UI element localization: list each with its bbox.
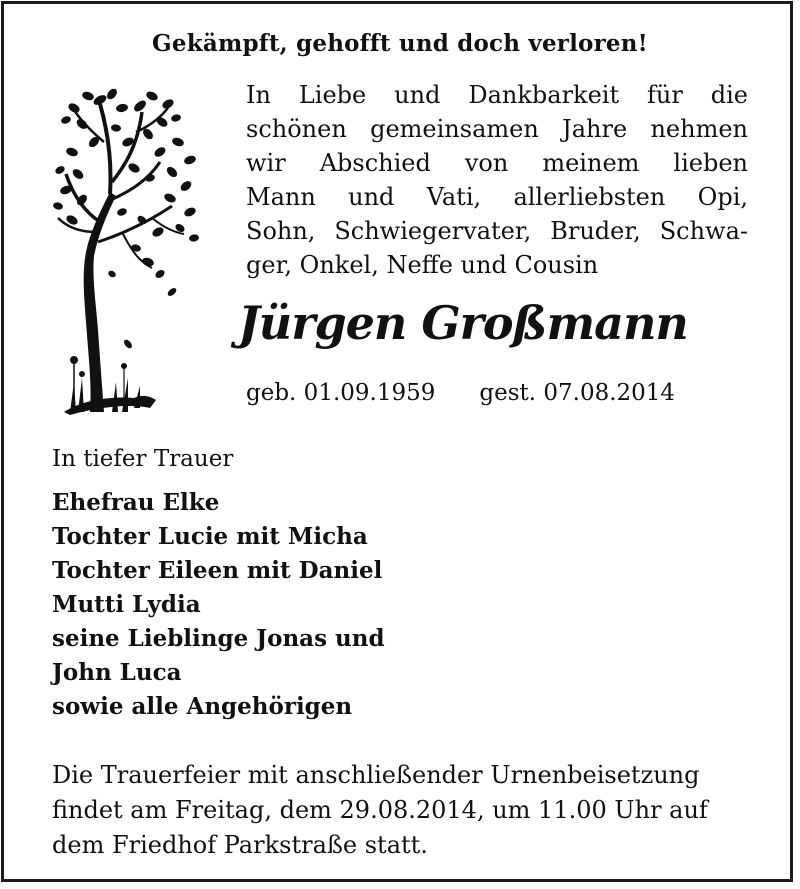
mourner-item: Mutti Lydia xyxy=(52,591,201,618)
mourner-item: John Luca xyxy=(52,659,182,686)
mourner-item: Tochter Eileen mit Daniel xyxy=(52,557,383,584)
mourning-title: In tiefer Trauer xyxy=(52,446,234,472)
tree-icon xyxy=(52,82,202,417)
intro-line: Sohn, Schwiegervater, Bruder, Schwa- xyxy=(246,217,748,245)
notice-heading: Gekämpft, gehofft und doch verloren! xyxy=(152,30,648,57)
intro-line: Mann und Vati, allerliebsten Opi, xyxy=(246,183,748,211)
service-line: dem Friedhof Parkstraße statt. xyxy=(52,831,428,859)
intro-line: In Liebe und Dankbarkeit für die xyxy=(246,81,748,109)
intro-line: ger, Onkel, Neffe und Cousin xyxy=(246,251,599,279)
intro-line: schönen gemeinsamen Jahre nehmen xyxy=(246,115,748,143)
deceased-name: Jürgen Großmann xyxy=(238,296,688,350)
mourner-item: Ehefrau Elke xyxy=(52,489,220,516)
service-line: Die Trauerfeier mit anschließender Urnenbeisetzung xyxy=(52,761,700,789)
service-line: findet am Freitag, dem 29.08.2014, um 11.00 Uhr auf xyxy=(52,796,708,824)
life-dates xyxy=(246,380,675,406)
intro-text xyxy=(246,78,748,282)
death-date: gest. 07.08.2014 xyxy=(479,380,676,406)
service-info xyxy=(52,758,752,863)
birth-date: geb. 01.09.1959 xyxy=(246,380,436,406)
mourner-item: sowie alle Angehörigen xyxy=(52,693,353,720)
mourner-item: seine Lieblinge Jonas und xyxy=(52,625,385,652)
mourner-list xyxy=(52,486,385,724)
mourner-item: Tochter Lucie mit Micha xyxy=(52,523,368,550)
intro-line: wir Abschied von meinem lieben xyxy=(246,149,748,177)
